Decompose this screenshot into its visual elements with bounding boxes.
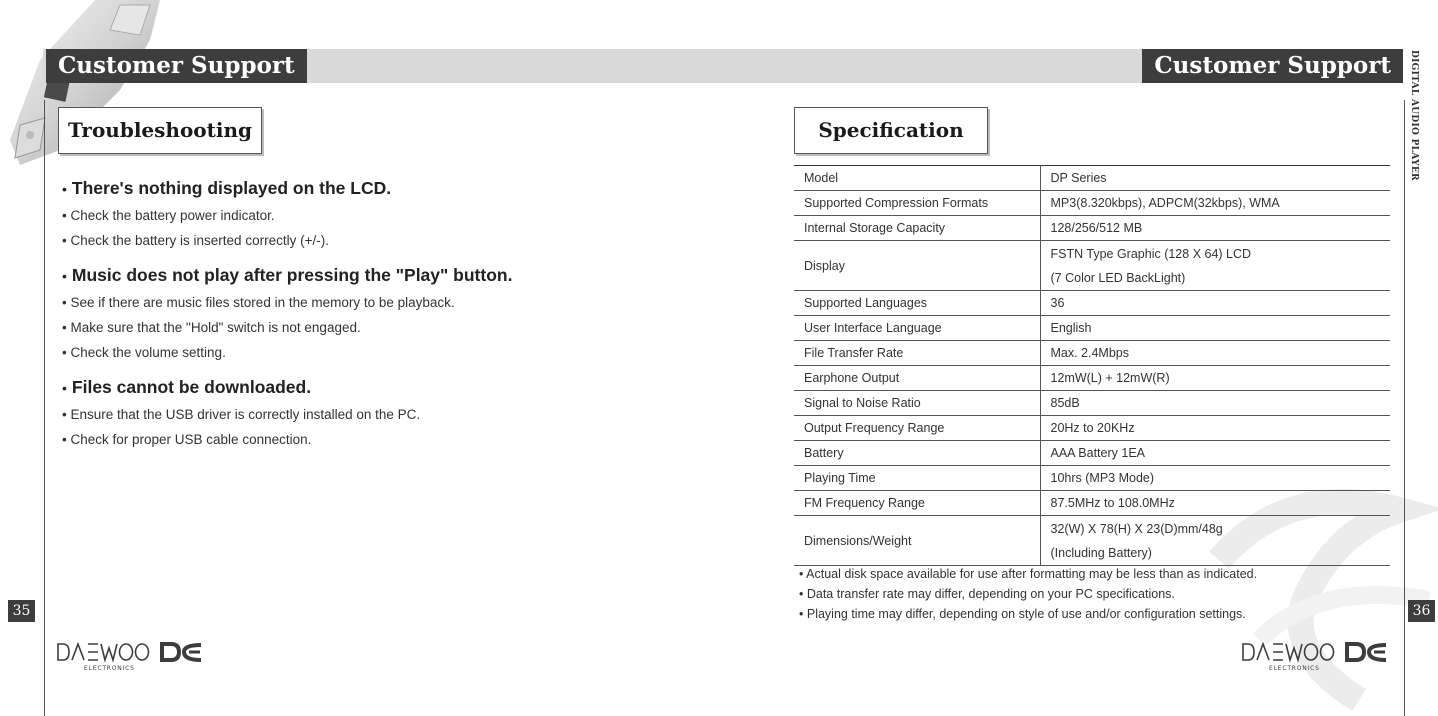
spec-value: Max. 2.4Mbps <box>1040 341 1390 366</box>
side-label: DIGITAL AUDIO PLAYER <box>1409 50 1419 181</box>
spec-key: Model <box>794 166 1040 191</box>
spec-value: English <box>1040 316 1390 341</box>
spec-key: User Interface Language <box>794 316 1040 341</box>
table-row <box>794 416 1390 441</box>
spec-notes <box>799 564 1399 624</box>
table-row <box>794 341 1390 366</box>
daewoo-logo <box>56 640 216 672</box>
spec-key: File Transfer Rate <box>794 341 1040 366</box>
spec-value: 12mW(L) + 12mW(R) <box>1040 366 1390 391</box>
issue-tip: • Ensure that the USB driver is correctly installed on the PC. <box>62 407 421 422</box>
issue-tip: • Check the battery is inserted correctly (+/-). <box>62 233 329 248</box>
page-number: 35 <box>8 600 35 622</box>
spec-key: Battery <box>794 441 1040 466</box>
spec-key: Internal Storage Capacity <box>794 216 1040 241</box>
spec-key: Signal to Noise Ratio <box>794 391 1040 416</box>
spec-key: Dimensions/Weight <box>794 516 1040 566</box>
header-title: Customer Support <box>1142 49 1403 83</box>
troubleshooting-list <box>62 174 702 460</box>
right-page <box>719 0 1438 716</box>
issue-tip: • Make sure that the "Hold" switch is not engaged. <box>62 320 361 335</box>
page-number: 36 <box>1408 600 1435 622</box>
issue-tip: • See if there are music files stored in the memory to be playback. <box>62 295 455 310</box>
note-item: • Playing time may differ, depending on style of use and/or configuration settings. <box>799 607 1246 621</box>
spec-value: 128/256/512 MB <box>1040 216 1390 241</box>
spec-value: 87.5MHz to 108.0MHz <box>1040 491 1390 516</box>
spec-value: 32(W) X 78(H) X 23(D)mm/48g (Including Battery) <box>1040 516 1390 566</box>
note-item: • Data transfer rate may differ, depending on your PC specifications. <box>799 587 1175 601</box>
issue-item <box>62 261 702 365</box>
table-row <box>794 391 1390 416</box>
spec-key: Display <box>794 241 1040 291</box>
table-row <box>794 241 1390 291</box>
spec-key: FM Frequency Range <box>794 491 1040 516</box>
svg-text:ELECTRONICS: ELECTRONICS <box>84 665 135 672</box>
table-row <box>794 216 1390 241</box>
table-row <box>794 441 1390 466</box>
spec-key: Supported Languages <box>794 291 1040 316</box>
issue-title: • Files cannot be downloaded. <box>62 377 312 397</box>
table-row <box>794 291 1390 316</box>
table-row <box>794 466 1390 491</box>
svg-text:ELECTRONICS: ELECTRONICS <box>1269 665 1320 672</box>
spec-value: MP3(8.320kbps), ADPCM(32kbps), WMA <box>1040 191 1390 216</box>
spec-value: DP Series <box>1040 166 1390 191</box>
issue-item <box>62 174 702 253</box>
spec-key: Earphone Output <box>794 366 1040 391</box>
issue-title: • There's nothing displayed on the LCD. <box>62 178 392 198</box>
table-row <box>794 491 1390 516</box>
spec-key: Supported Compression Formats <box>794 191 1040 216</box>
issue-title: • Music does not play after pressing the "Play" button. <box>62 265 513 285</box>
issue-item <box>62 373 702 452</box>
spec-value: 20Hz to 20KHz <box>1040 416 1390 441</box>
section-title-specification: Specification <box>794 107 988 154</box>
spec-key: Output Frequency Range <box>794 416 1040 441</box>
spec-key: Playing Time <box>794 466 1040 491</box>
table-row <box>794 316 1390 341</box>
spec-value: 36 <box>1040 291 1390 316</box>
issue-tip: • Check the battery power indicator. <box>62 208 275 223</box>
table-row <box>794 191 1390 216</box>
issue-tip: • Check for proper USB cable connection. <box>62 432 312 447</box>
spec-value: AAA Battery 1EA <box>1040 441 1390 466</box>
specification-table <box>794 165 1390 566</box>
issue-tip: • Check the volume setting. <box>62 345 226 360</box>
daewoo-logo <box>1241 640 1401 672</box>
spec-value: 85dB <box>1040 391 1390 416</box>
table-row <box>794 166 1390 191</box>
page-divider-line <box>44 100 45 716</box>
table-row <box>794 366 1390 391</box>
note-item: • Actual disk space available for use after formatting may be less than as indicated. <box>799 567 1258 581</box>
spec-value: 10hrs (MP3 Mode) <box>1040 466 1390 491</box>
table-row <box>794 516 1390 566</box>
header-title: Customer Support <box>46 49 307 83</box>
section-title-troubleshooting: Troubleshooting <box>58 107 262 154</box>
spec-value: FSTN Type Graphic (128 X 64) LCD (7 Color LED BackLight) <box>1040 241 1390 291</box>
